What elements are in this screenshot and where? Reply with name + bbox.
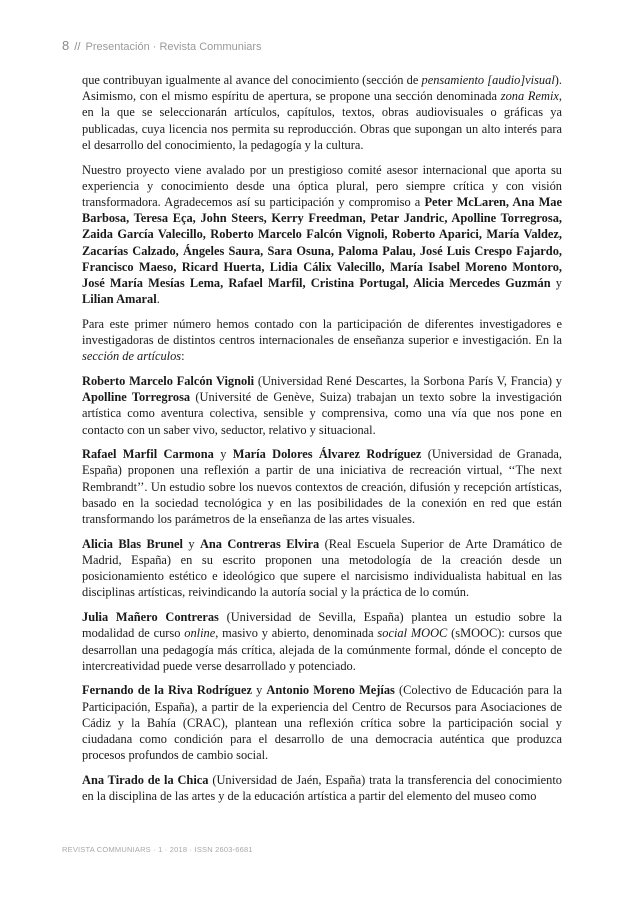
text-run: ). Asimismo, con el mismo espíritu de apertura, se propone una sección denominada	[82, 73, 562, 104]
text-run: (Universidad de Jaén, España) trata la transferencia del conocimiento en la disciplina de las artes y de la educación artística a partir del elemento del museo como	[82, 772, 562, 804]
bold-run: Peter McLaren, Ana Mae Barbosa, Teresa Eça, John Steers, Kerry Freedman, Petar Jandric, Apolline Torregrosa, Zaida García Valecillo, Roberto Marcelo Falcón Vignoli, Roberto Aparici, María Valdez, Zacarías Calzado, Ángeles Saura, Sara Osuna, Paloma Palau, José Luis Crespo Fajardo, Francisco Maeso, Ricard Huerta, Lidia Cálix Valecillo, María Isabel Moreno Montoro, José María Mesías Lema, Rafael Marfil, Cristina Portugal, Alicia Mercedes Guzmán	[82, 194, 563, 290]
text-run: :	[181, 349, 185, 364]
page-header	[62, 38, 262, 53]
text-run: (Universidad de Sevilla, España) plantea un estudio sobre la modalidad de curso	[82, 610, 562, 641]
bold-run: Ana Tirado de la Chica	[82, 772, 209, 787]
italic-run: zona Remix	[500, 89, 559, 104]
page-footer: REVISTA COMMUNIARS · 1 · 2018 · ISSN 2603-6681	[62, 845, 253, 854]
text-run: , masivo y abierto, denominada	[215, 626, 378, 641]
paragraph	[82, 446, 562, 527]
bold-run: Roberto Marcelo Falcón Vignoli	[82, 373, 255, 388]
bold-run: Ana Contreras Elvira	[199, 536, 320, 551]
text-run: , en la que se seleccionarán artículos, capítulos, textos, obras audiovisuales o gráficas ya publicadas, cuya licencia nos permita su reproducción. Obras que supongan un alto interés para el desarrollo del conocimiento, la pedagogía y la cultura.	[82, 89, 562, 152]
bold-run: Apolline Torregrosa	[82, 390, 191, 405]
bold-run: María Dolores Álvarez Rodríguez	[232, 447, 422, 462]
paragraph	[82, 682, 562, 763]
header-separator: //	[74, 41, 81, 53]
paragraph	[82, 162, 562, 308]
text-run: y	[213, 447, 233, 462]
paragraph	[82, 536, 562, 601]
text-run: (sMOOC): cursos que desarrollan una pedagogía más crítica, alejada de la comúnmente formal, dónde el concepto de intercreatividad puede verse desarrollado y potenciado.	[82, 626, 562, 673]
bold-run: Rafael Marfil Carmona	[82, 447, 214, 462]
text-run: (Real Escuela Superior de Arte Dramático de Madrid, España) en su escrito proponen una metodología de la creación desde un posicionamiento estético e ideológico que supere el narcisismo individualista habitual en las disciplinas artísticas, reivindicando la autoría social y la práctica de lo común.	[82, 536, 562, 600]
bold-run: Fernando de la Riva Rodríguez	[82, 683, 252, 698]
page-number: 8	[62, 38, 70, 53]
text-run: Para este primer número hemos contado con la participación de diferentes investigadores e investigadoras de distintos centros internacionales de enseñanza superior e investigación. En la	[82, 316, 562, 348]
text-run: (Universidad René Descartes, la Sorbona París V, Francia) y	[254, 373, 562, 388]
bold-run: Julia Mañero Contreras	[82, 610, 219, 625]
text-run: que contribuyan igualmente al avance del conocimiento (sección de	[82, 73, 422, 87]
paragraph	[82, 609, 562, 674]
paragraph	[82, 772, 562, 804]
text-run: (Colectivo de Educación para la Participación, España), a partir de la experiencia del Centro de Recursos para Asociaciones de Cádiz y la Bahía (CRAC), plantean una reflexión crítica sobre la participación social y ciudadana como condición para el desarrollo de una democracia auténtica que produzca procesos profundos de cambio social.	[82, 683, 562, 763]
text-run: y	[550, 275, 562, 290]
text-run: (Université de Genève, Suiza) trabajan un texto sobre la investigación artística como aventura colectiva, sensible y comprensiva, como una vía que nos pone en contacto con un saber vivo, seductor, relativo y situacional.	[82, 390, 562, 437]
text-run: (Universidad de Granada, España) proponen una reflexión a partir de una iniciativa de recreación virtual, ‘‘The next Rembrandt’’. Un estudio sobre los nuevos contextos de creación, difusión y recepción artísticas, basado en la sociedad tecnológica y en las posibilidades de la conexión en red que están transformando los parámetros de la enseñanza de las artes visuales.	[82, 447, 562, 527]
body-text	[82, 72, 562, 813]
paragraph	[82, 373, 562, 438]
bold-run: Antonio Moreno Mejías	[266, 683, 395, 698]
paragraph	[82, 316, 562, 365]
bold-run: Lilian Amaral	[82, 292, 157, 307]
paragraph	[82, 72, 562, 153]
text-run: .	[156, 292, 160, 307]
running-title: Presentación · Revista Communiars	[85, 41, 262, 53]
italic-run: social MOOC	[377, 626, 448, 641]
text-run: Nuestro proyecto viene avalado por un prestigioso comité asesor internacional que aporta su experiencia y conocimiento desde una óptica plural, pero siempre crítica y con visión transformadora. Agradecemos así su participación y compromiso a	[82, 162, 562, 209]
bold-run: Alicia Blas Brunel	[82, 536, 183, 551]
italic-run: sección de artículos	[82, 349, 182, 364]
italic-run: online	[184, 626, 216, 641]
text-run: y	[251, 683, 267, 698]
italic-run: pensamiento [audio]visual	[421, 73, 555, 87]
text-run: y	[182, 536, 200, 551]
